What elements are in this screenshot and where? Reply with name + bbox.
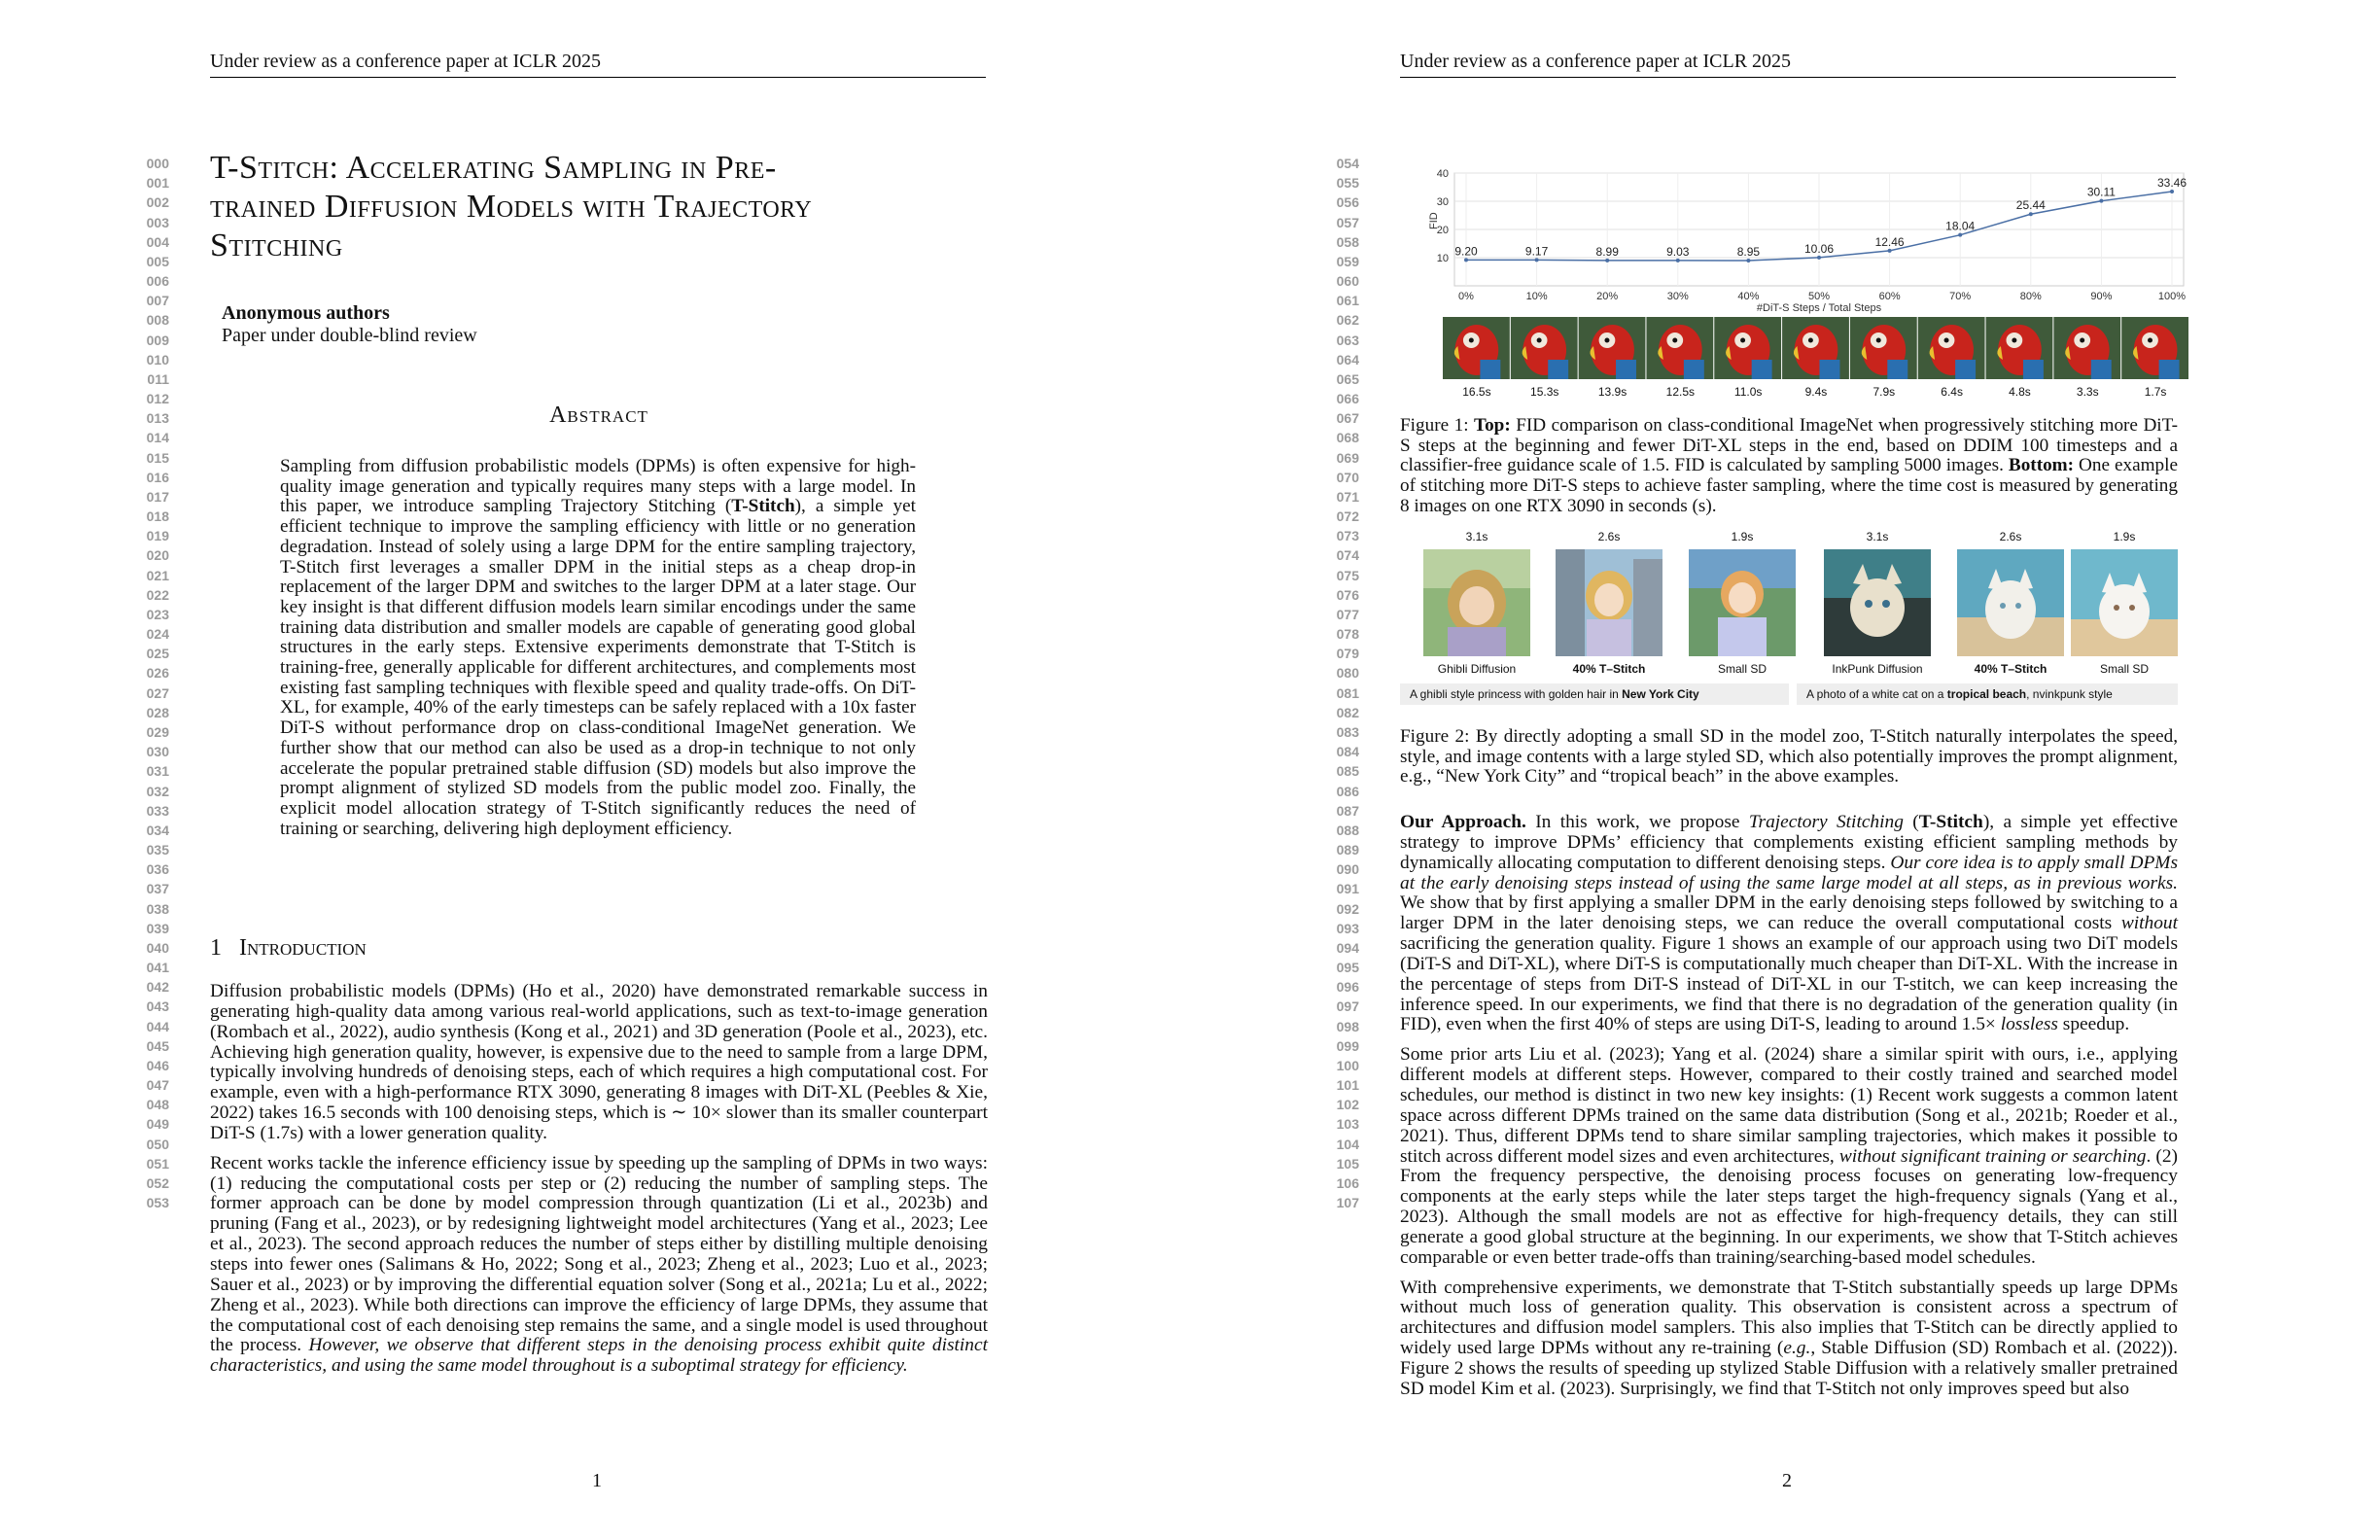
line-number: 059: [1336, 253, 1359, 269]
line-number: 096: [1336, 979, 1359, 996]
tstitch-princess-image: [1556, 549, 1662, 656]
line-number: 106: [1336, 1174, 1359, 1191]
figure-2: [1400, 530, 2178, 705]
line-number: 014: [146, 430, 169, 446]
line-number: 047: [146, 1077, 169, 1094]
page-2: [1190, 0, 2380, 1540]
line-number: 025: [146, 646, 169, 662]
fig2-time: 2.6s: [1597, 530, 1621, 543]
line-number: 028: [146, 704, 169, 720]
tstitch-cat-image: [1957, 549, 2064, 656]
fid-data-point: [2029, 212, 2033, 216]
fid-data-point: [2099, 199, 2103, 203]
strip-time-label: 9.4s: [1804, 385, 1828, 399]
line-number: 098: [1336, 1018, 1359, 1034]
inkpunk-cat-image: [1824, 549, 1931, 656]
page-number: 2: [1782, 1470, 1792, 1491]
smallsd-princess-image: [1689, 549, 1796, 656]
line-number: 068: [1336, 430, 1359, 446]
fid-line-chart: [1416, 163, 2193, 319]
line-number: 105: [1336, 1155, 1359, 1172]
x-tick-label: 100%: [2157, 291, 2187, 302]
parrot-image: [1850, 317, 1917, 379]
line-number: 026: [146, 665, 169, 682]
line-number: 006: [146, 273, 169, 290]
ghibli-princess-image: [1423, 549, 1530, 656]
fig2-time: 3.1s: [1866, 530, 1889, 543]
line-number: 058: [1336, 233, 1359, 250]
line-number: 090: [1336, 861, 1359, 878]
line-number: 060: [1336, 273, 1359, 290]
line-number: 099: [1336, 1037, 1359, 1054]
line-number: 073: [1336, 528, 1359, 544]
line-number: 019: [146, 528, 169, 544]
strip-time-label: 13.9s: [1597, 385, 1628, 399]
line-number: 076: [1336, 586, 1359, 603]
strip-time-label: 4.8s: [2009, 385, 2031, 399]
line-number: 031: [146, 763, 169, 780]
intro-paragraph-2: Recent works tackle the inference efficiency issue by speeding up the sampling of DPMs in two ways: (1) reducing the computational costs per step or (2) reducing the number of sampling steps. The former approach can be done by model compression through quantization (Li et al., 2023b) and pruning (Fang et al., 2023), or by redesigning lightweight model architectures (Yang et al., 2023; Lee et al., 2023). The second approach reduces the number of steps either by distilling multiple denoising steps into fewer ones (Salimans & Ho, 2022; Song et al., 2023; Zheng et al., 2023; Luo et al., 2023; Sauer et al., 2023) or by improving the differential equation solver (Song et al., 2021a; Lu et al., 2022; Zheng et al., 2023). While both directions can improve the efficiency of large DPMs, they assume that the computational cost of each denoising step remains the same, and a single model is used throughout the process. However, we observe that different steps in the denoising process exhibit quite distinct characteristics, and using the same model throughout is a suboptimal strategy for efficiency.: [210, 1152, 988, 1377]
running-header: Under review as a conference paper at ICLR 2025: [1400, 51, 2176, 78]
fid-data-point: [1817, 256, 1821, 260]
y-axis-label: FID: [1428, 212, 1440, 229]
line-number: 055: [1336, 175, 1359, 192]
fid-data-label: 8.95: [1736, 245, 1761, 260]
approach-paragraph: Our Approach. In this work, we propose Trajectory Stitching (T-Stitch), a simple yet effective strategy to improve DPMs’ efficiency that complements existing efficient sampling methods by dynamically allocating computation to different denoising steps. Our core idea is to apply small DPMs at the early denoising steps instead of using the same large model at all steps, as in previous works. We show that by first applying a smaller DPM in the early denoising steps followed by switching to a larger DPM in the later denoising steps, we can reduce the overall computational costs without sacrificing the generation quality. Figure 1 shows an example of our approach using two DiT models (DiT-S and DiT-XL), where DiT-S is computationally much cheaper than DiT-XL. With the increase in the percentage of steps from DiT-S instead of DiT-XL in our T-stitch, we can keep increasing the inference speed. In our experiments, we find that there is no degradation of the generation quality (in FID), even when the first 40% of steps are using DiT-S, leading to around 1.5× lossless speedup.: [1400, 812, 2178, 1035]
strip-time-label: 1.7s: [2144, 385, 2167, 399]
parrot-image: [2053, 317, 2120, 379]
line-number: 013: [146, 410, 169, 427]
line-number: 011: [147, 370, 169, 387]
line-number: 053: [146, 1195, 169, 1211]
fid-data-label: 18.04: [1945, 219, 1976, 233]
strip-time-label: 11.0s: [1733, 385, 1763, 399]
parrot-image: [1579, 317, 1646, 379]
fig2-label-inkpunk: InkPunk Diffusion: [1832, 662, 1923, 676]
line-number: 048: [146, 1097, 169, 1113]
page-number: 1: [592, 1470, 602, 1491]
section-heading-introduction: 1 Introduction: [210, 935, 367, 961]
line-number: 087: [1336, 802, 1359, 819]
line-number: 005: [146, 253, 169, 269]
fig2-label-ghibli: Ghibli Diffusion: [1437, 662, 1517, 676]
line-number: 086: [1336, 783, 1359, 799]
fid-data-label: 25.44: [2015, 198, 2046, 213]
parrot-image: [1714, 317, 1781, 379]
line-number: 002: [146, 194, 169, 211]
strip-time-label: 12.5s: [1665, 385, 1696, 399]
line-number: 008: [146, 312, 169, 329]
fid-data-label: 9.20: [1454, 244, 1478, 259]
fid-data-point: [1676, 259, 1680, 262]
line-number: 016: [146, 469, 169, 485]
line-number: 107: [1336, 1195, 1359, 1211]
line-number: 042: [146, 979, 169, 996]
line-number: 032: [146, 783, 169, 799]
x-tick-label: 30%: [1666, 291, 1689, 302]
line-number: 029: [146, 723, 169, 740]
line-number: 018: [146, 508, 169, 525]
line-number: 009: [146, 332, 169, 348]
fig2-label-smallsd: Small SD: [2099, 662, 2149, 676]
fig2-prompt-left: A ghibli style princess with golden hair in New York City: [1400, 683, 1789, 705]
line-number: 021: [146, 567, 169, 583]
line-number: 057: [1336, 214, 1359, 230]
line-number: 046: [146, 1057, 169, 1073]
fid-data-label: 12.46: [1874, 234, 1905, 249]
line-number: 045: [146, 1037, 169, 1054]
line-number: 070: [1336, 469, 1359, 485]
line-number: 079: [1336, 646, 1359, 662]
fig2-time: 1.9s: [2113, 530, 2136, 543]
y-tick-label: 20: [1436, 225, 1449, 236]
abstract-title: Abstract: [549, 402, 648, 428]
fid-data-label: 10.06: [1803, 241, 1835, 256]
line-number: 062: [1336, 312, 1359, 329]
fid-data-point: [1605, 259, 1609, 262]
fid-data-label: 30.11: [2086, 185, 2116, 199]
line-number: 081: [1336, 684, 1359, 701]
line-number: 104: [1336, 1136, 1359, 1152]
x-tick-label: 70%: [1949, 291, 1972, 302]
line-number: 052: [146, 1174, 169, 1191]
fid-data-label: 33.46: [2156, 175, 2188, 190]
prior-arts-paragraph: Some prior arts Liu et al. (2023); Yang et al. (2024) share a similar spirit with ours, i.e., applying different models at different steps. However, compared to their costly trained and searched model schedules, our method is distinct in two new key insights: (1) Recent work suggests a common latent space across different DPMs trained on the same data distribution (Song et al., 2021b; Roeder et al., 2021). Thus, different DPMs tend to share similar sampling trajectories, which makes it possible to stitch across different model sizes and even architectures, without significant training or searching. (2) From the frequency perspective, the denoising process focuses on generating low-frequency components at the early steps while the later steps target the high-frequency signals (Yang et al., 2023). Although the small models are not as effective for high-frequency details, they can still generate a good global structure at the beginning. In our experiments, we show that T-Stitch achieves comparable or even better trade-offs than training/searching-based model schedules.: [1400, 1044, 2178, 1268]
fig2-time: 3.1s: [1465, 530, 1488, 543]
line-number: 089: [1336, 842, 1359, 858]
line-number: 091: [1336, 881, 1359, 897]
fig2-label-tstitch: 40% T–Stitch: [1572, 662, 1646, 676]
fid-data-point: [1464, 258, 1468, 262]
parrot-image: [1782, 317, 1849, 379]
line-number: 063: [1336, 332, 1359, 348]
line-number: 001: [146, 175, 169, 192]
line-number: 000: [146, 156, 169, 171]
line-number: 103: [1336, 1116, 1359, 1133]
line-number: 078: [1336, 626, 1359, 643]
line-number: 050: [146, 1136, 169, 1152]
line-number: 049: [146, 1116, 169, 1133]
line-number: 043: [146, 998, 169, 1015]
line-number: 024: [146, 626, 169, 643]
y-tick-label: 10: [1436, 253, 1449, 264]
line-number: 069: [1336, 449, 1359, 466]
strip-time-label: 6.4s: [1941, 385, 1963, 399]
y-tick-label: 30: [1436, 196, 1449, 208]
experiments-paragraph: With comprehensive experiments, we demonstrate that T-Stitch substantially speeds up large DPMs without much loss of generation quality. This observation is consistent across a spectrum of architectures and diffusion model samplers. This also implies that T-Stitch can be directly applied to widely used large DPMs without any re-training (e.g., Stable Diffusion (SD) Rombach et al. (2022)). Figure 2 shows the results of speeding up stylized Stable Diffusion with a relatively smaller pretrained SD model Kim et al. (2023). Surprisingly, we find that T-Stitch not only improves speed but also: [1400, 1277, 2178, 1399]
x-tick-label: 90%: [2090, 291, 2113, 302]
line-number: 030: [146, 744, 169, 760]
x-tick-label: 80%: [2019, 291, 2042, 302]
smallsd-cat-image: [2071, 549, 2178, 656]
fid-data-point: [2170, 190, 2174, 193]
strip-time-label: 16.5s: [1462, 385, 1491, 399]
fid-data-label: 8.99: [1595, 244, 1619, 259]
fig2-label-tstitch: 40% T–Stitch: [1974, 662, 2048, 676]
intro-paragraph-1: Diffusion probabilistic models (DPMs) (Ho et al., 2020) have demonstrated remarkable success in generating high-quality data among various real-world applications, such as text-to-image generation (Rombach et al., 2022), audio synthesis (Kong et al., 2021) and 3D generation (Poole et al., 2023), etc. Achieving high generation quality, however, is expensive due to the need to sample from a large DPM, typically involving hundreds of denoising steps, each of which requires a high computational cost. For example, even with a high-performance RTX 3090, generating 8 images with DiT-XL (Peebles & Xie, 2022) takes 16.5 seconds with 100 denoising steps, which is ∼ 10× slower than its smaller counterpart DiT-S (1.7s) with a lower generation quality.: [210, 981, 988, 1143]
line-number: 064: [1336, 351, 1359, 368]
x-tick-label: 40%: [1737, 291, 1760, 302]
line-number: 067: [1336, 410, 1359, 427]
line-number: 015: [146, 449, 169, 466]
line-number: 020: [146, 547, 169, 564]
line-number: 054: [1336, 156, 1359, 171]
line-number: 077: [1336, 606, 1359, 622]
line-number: 084: [1336, 744, 1359, 760]
line-number: 102: [1336, 1097, 1359, 1113]
introduction-body: [210, 982, 988, 1386]
line-number: 061: [1336, 293, 1359, 309]
line-number: 038: [146, 900, 169, 917]
line-number: 101: [1336, 1077, 1359, 1094]
parrot-image: [1986, 317, 2053, 379]
parrot-image-strip: [1443, 317, 2189, 379]
parrot-image: [1511, 317, 1578, 379]
line-number: 056: [1336, 194, 1359, 211]
fig2-time: 2.6s: [1999, 530, 2022, 543]
line-number: 017: [146, 488, 169, 505]
x-axis-label: #DiT-S Steps / Total Steps: [1756, 302, 1882, 314]
author-name: Anonymous authors: [222, 302, 390, 324]
strip-time-label: 3.3s: [2076, 385, 2099, 399]
fig2-prompt-right: A photo of a white cat on a tropical beach, nvinkpunk style: [1797, 683, 2178, 705]
author-block: [222, 302, 477, 347]
fig2-time: 1.9s: [1731, 530, 1754, 543]
x-tick-label: 50%: [1807, 291, 1831, 302]
page-2-body: [1400, 813, 2178, 1410]
line-number: 041: [146, 960, 169, 976]
line-number: 092: [1336, 900, 1359, 917]
line-number: 037: [146, 881, 169, 897]
line-number: 075: [1336, 567, 1359, 583]
line-number: 012: [146, 391, 169, 407]
line-number: 003: [146, 214, 169, 230]
line-number: 010: [146, 351, 169, 368]
parrot-image: [1443, 317, 1510, 379]
line-number: 066: [1336, 391, 1359, 407]
line-number: 007: [146, 293, 169, 309]
fid-data-point: [1888, 249, 1892, 253]
line-number: 071: [1336, 488, 1359, 505]
line-number: 074: [1336, 547, 1359, 564]
line-number: 004: [146, 233, 169, 250]
abstract-text: Sampling from diffusion probabilistic models (DPMs) is often expensive for high-quality image generation and typically requires many steps with a large model. In this paper, we introduce sampling Trajectory Stitching (T-Stitch), a simple yet efficient technique to improve the sampling efficiency with little or no generation degradation. Instead of solely using a large DPM for the entire sampling trajectory, T-Stitch first leverages a smaller DPM in the initial steps as a cheap drop-in replacement of the larger DPM and switches to the larger DPM at a later stage. Our key insight is that different diffusion models learn similar encodings under the same training data distribution and smaller models are capable of generating good global structures in the early steps. Extensive experiments demonstrate that T-Stitch is training-free, generally applicable for different architectures, and complements most existing fast sampling techniques with flexible speed and quality trade-offs. On DiT-XL, for example, 40% of the early timesteps can be safely replaced with a 10x faster DiT-S without performance drop on class-conditional ImageNet generation. We further show that our method can also be used as a drop-in technique to not only accelerate the popular pretrained stable diffusion (SD) models but also improve the prompt alignment of stylized SD models from the public model zoo. Finally, the explicit model allocation strategy of T-Stitch significantly reduces the need of training or searching, delivering high deployment efficiency.: [280, 456, 916, 839]
line-number: 044: [146, 1018, 169, 1034]
line-number: 082: [1336, 704, 1359, 720]
line-numbers: [1305, 154, 1359, 1212]
x-tick-label: 60%: [1878, 291, 1901, 302]
paper-title: T-Stitch: Accelerating Sampling in Pre- trained Diffusion Models with Trajectory Stitching: [210, 150, 813, 263]
parrot-image: [2121, 317, 2188, 379]
line-number: 033: [146, 802, 169, 819]
strip-time-label: 7.9s: [1872, 385, 1896, 399]
line-number: 072: [1336, 508, 1359, 525]
x-tick-label: 0%: [1458, 291, 1474, 302]
line-number: 065: [1336, 370, 1359, 387]
line-number: 100: [1336, 1057, 1359, 1073]
fid-data-label: 9.17: [1524, 244, 1549, 259]
fig2-label-smallsd: Small SD: [1717, 662, 1767, 676]
parrot-image: [1918, 317, 1985, 379]
line-number: 027: [146, 684, 169, 701]
line-number: 083: [1336, 723, 1359, 740]
line-number: 095: [1336, 960, 1359, 976]
x-tick-label: 20%: [1596, 291, 1619, 302]
line-number: 080: [1336, 665, 1359, 682]
fid-data-point: [1746, 259, 1750, 262]
line-number: 036: [146, 861, 169, 878]
y-tick-label: 40: [1436, 168, 1449, 180]
line-number: 097: [1336, 998, 1359, 1015]
line-number: 094: [1336, 939, 1359, 956]
running-header: Under review as a conference paper at ICLR 2025: [210, 51, 986, 78]
line-number: 035: [146, 842, 169, 858]
fid-data-point: [1535, 258, 1539, 262]
line-number: 051: [146, 1155, 169, 1172]
figure-1-caption: Figure 1: Top: FID comparison on class-conditional ImageNet when progressively stitching more DiT-S steps at the beginning and fewer DiT-XL steps in the end, based on DDIM 100 timesteps and a classifier-free guidance scale of 1.5. FID is calculated by sampling 5000 images. Bottom: One example of stitching more DiT-S steps to achieve faster sampling, where the time cost is measured by generating 8 images on one RTX 3090 in seconds (s).: [1400, 415, 2178, 516]
affiliation: Paper under double-blind review: [222, 325, 477, 346]
line-number: 034: [146, 822, 169, 838]
figure-2-caption: Figure 2: By directly adopting a small SD in the model zoo, T-Stitch naturally interpolates the speed, style, and image contents with a large styled SD, which also potentially improves the prompt alignment, e.g., “New York City” and “tropical beach” in the above examples.: [1400, 726, 2178, 788]
x-tick-label: 10%: [1525, 291, 1548, 302]
strip-time-label: 15.3s: [1530, 385, 1559, 399]
line-number: 088: [1336, 822, 1359, 838]
line-number: 040: [146, 939, 169, 956]
fid-data-point: [1958, 233, 1962, 237]
parrot-image: [1646, 317, 1713, 379]
line-number: 023: [146, 606, 169, 622]
line-number: 039: [146, 920, 169, 936]
line-number: 022: [146, 586, 169, 603]
line-number: 085: [1336, 763, 1359, 780]
fid-data-label: 9.03: [1666, 244, 1690, 259]
line-numbers: [115, 154, 169, 1212]
line-number: 093: [1336, 920, 1359, 936]
